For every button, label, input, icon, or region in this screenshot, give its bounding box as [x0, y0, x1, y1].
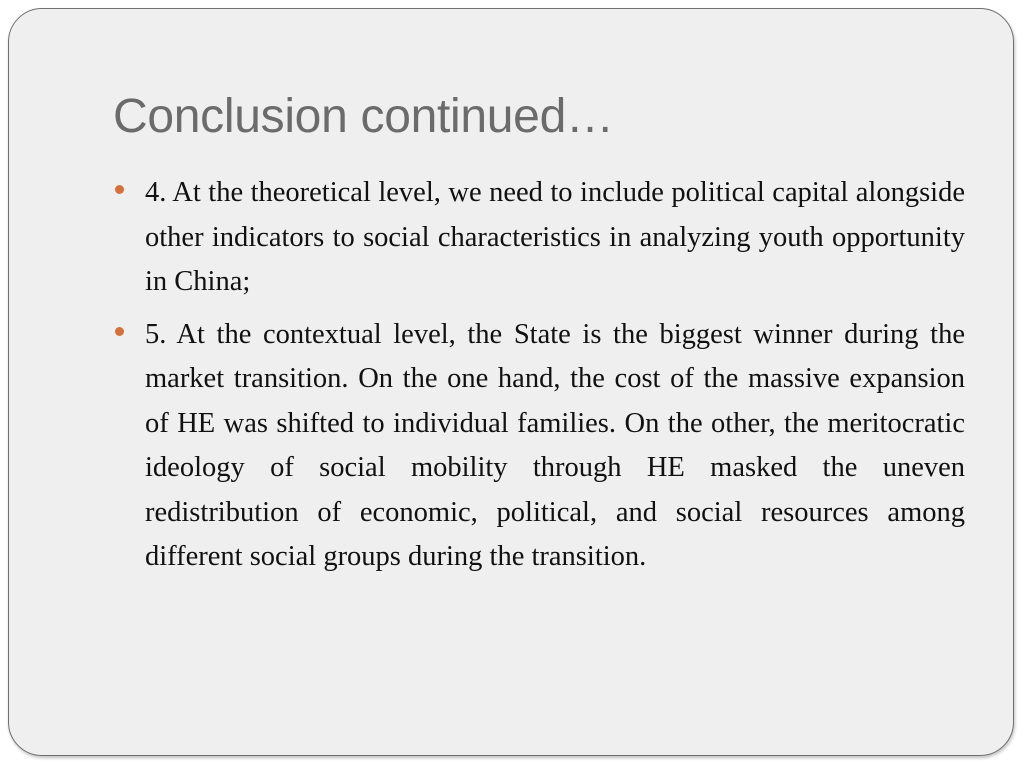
- bullet-dot-icon: [115, 327, 124, 336]
- bullet-list: [115, 171, 965, 588]
- bullet-text: 5. At the contextual level, the State is the biggest winner during the market transition. On the one hand, the cost of the massive expansion of HE was shifted to individual families. On the other, the meritocratic ideology of social mobility through HE masked the uneven redistribution of economic, political, and social resources among different social groups during the transition.: [145, 318, 965, 572]
- bullet-text: 4. At the theoretical level, we need to include political capital alongside other indicators to social characteristics in analyzing youth opportunity in China;: [145, 177, 965, 297]
- slide: [8, 8, 1014, 756]
- bullet-dot-icon: [115, 185, 124, 194]
- slide-title: Conclusion continued…: [113, 90, 614, 143]
- bullet-item: [115, 171, 965, 305]
- bullet-item: [115, 313, 965, 580]
